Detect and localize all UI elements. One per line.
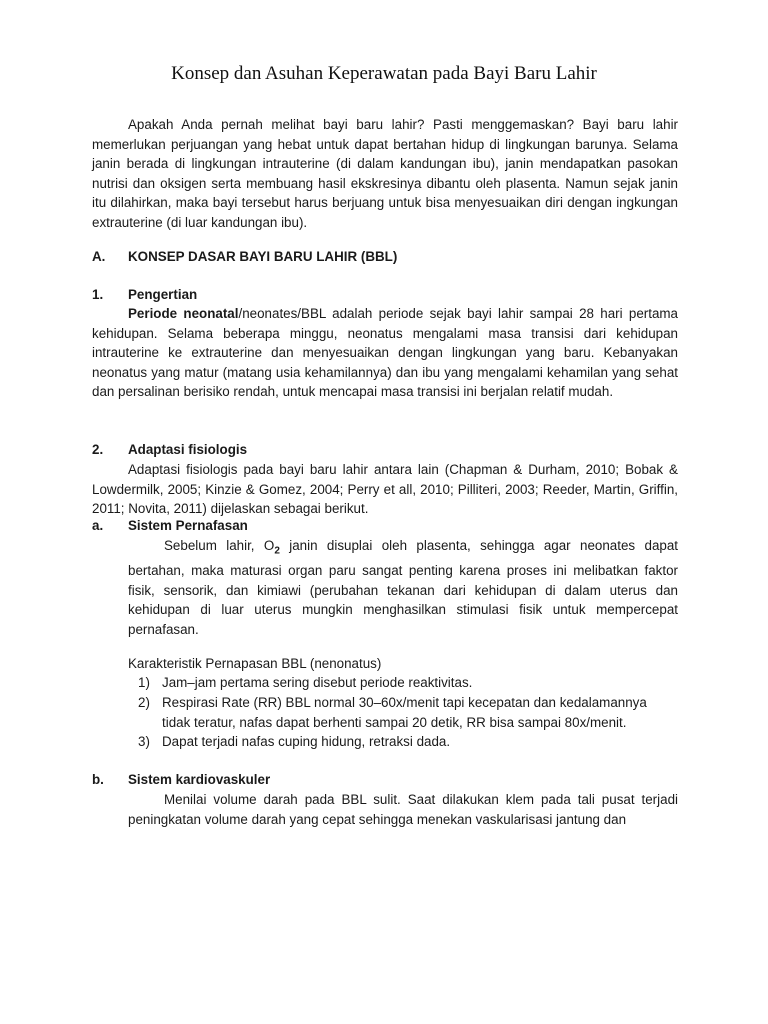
list-item-3-text: Dapat terjadi nafas cuping hidung, retraksi dada. xyxy=(162,734,451,749)
sub-b-marker: b. xyxy=(92,772,104,787)
sub-b-heading: Sistem kardiovaskuler xyxy=(128,772,271,787)
section-a-heading: KONSEP DASAR BAYI BARU LAHIR (BBL) xyxy=(128,249,398,264)
sub-a-heading: Sistem Pernafasan xyxy=(128,518,248,533)
document-title: Konsep dan Asuhan Keperawatan pada Bayi Baru Lahir xyxy=(171,63,597,84)
sub-a-list-title: Karakteristik Pernapasan BBL (nenonatus) xyxy=(128,656,382,671)
item-1-body: /neonates/BBL adalah periode sejak bayi lahir sampai 28 hari pertama kehidupan. Selama beberapa minggu, neonatus mengalami masa transisi dari kehidupan intrauterine ke extrauterine dan menyesuaikan dengan lingkungan yang baru. Kebanyakan neonatus yang matur (matang usia kehamilannya) dan ibu yang mengalami kehamilan yang sehat dan persalinan berisiko rendah, untuk mencapai masa transisi ini berjalan relatif mudah. xyxy=(92,306,679,400)
sub-a-marker: a. xyxy=(92,518,104,533)
section-a-marker: A. xyxy=(92,249,106,264)
sub-a-paragraph xyxy=(128,536,678,640)
item-1-heading: Pengertian xyxy=(128,287,198,302)
item-1-marker: 1. xyxy=(92,287,104,302)
list-item-3-marker: 3) xyxy=(138,734,150,749)
sub-a-body-post: janin disuplai oleh plasenta, sehingga agar neonates dapat bertahan, maka maturasi organ paru sangat penting karena proses ini melibatkan faktor fisik, sensorik, dan kimiawi (perubahan tekanan dari kehidupan di dalam uterus dan kehidupan di luar uterus mungkin menghasilkan stimulasi fisik untuk mempercepat pernafasan. xyxy=(128,538,679,638)
item-2-paragraph: Adaptasi fisiologis pada bayi baru lahir antara lain (Chapman & Durham, 2010; Bobak & Lowdermilk, 2005; Kinzie & Gomez, 2004; Perry et all, 2010; Pilliteri, 2003; Reeder, Martin, Griffin, 2011; Novita, 2011) dijelaskan sebagai berikut. xyxy=(92,462,678,517)
sub-a-body-pre: Sebelum lahir, O xyxy=(164,538,275,553)
list-item-2-marker: 2) xyxy=(138,695,150,710)
list-item-2-text: Respirasi Rate (RR) BBL normal 30–60x/menit tapi kecepatan dan kedalamannya tidak teratur, nafas dapat berhenti sampai 20 detik, RR bisa sampai 80x/menit. xyxy=(162,695,647,730)
item-2-heading: Adaptasi fisiologis xyxy=(128,442,248,457)
item-2-marker: 2. xyxy=(92,442,104,457)
intro-paragraph: Apakah Anda pernah melihat bayi baru lahir? Pasti menggemaskan? Bayi baru lahir memerlukan perjuangan yang hebat untuk dapat bertahan hidup di lingkungan barunya. Selama janin berada di lingkungan intrauterine (di dalam kandungan ibu), janin mendapatkan pasokan nutrisi dan oksigen serta membuang hasil ekskresinya dibantu oleh plasenta. Namun sejak janin itu dilahirkan, maka bayi tersebut harus berjuang untuk bisa menyesuaikan diri dengan ingkungan extrauterine (di luar kandungan ibu). xyxy=(92,117,678,230)
sub-a-body-subscript: 2 xyxy=(274,545,280,557)
item-1-bold-lead: Periode neonatal xyxy=(128,306,239,321)
list-item-1-marker: 1) xyxy=(138,675,150,690)
list-item-1-text: Jam–jam pertama sering disebut periode reaktivitas. xyxy=(162,675,473,690)
sub-b-paragraph: Menilai volume darah pada BBL sulit. Saat dilakukan klem pada tali pusat terjadi peningkatan volume darah yang cepat sehingga menekan vaskularisasi jantung dan xyxy=(128,792,678,827)
item-1-paragraph xyxy=(92,304,678,402)
